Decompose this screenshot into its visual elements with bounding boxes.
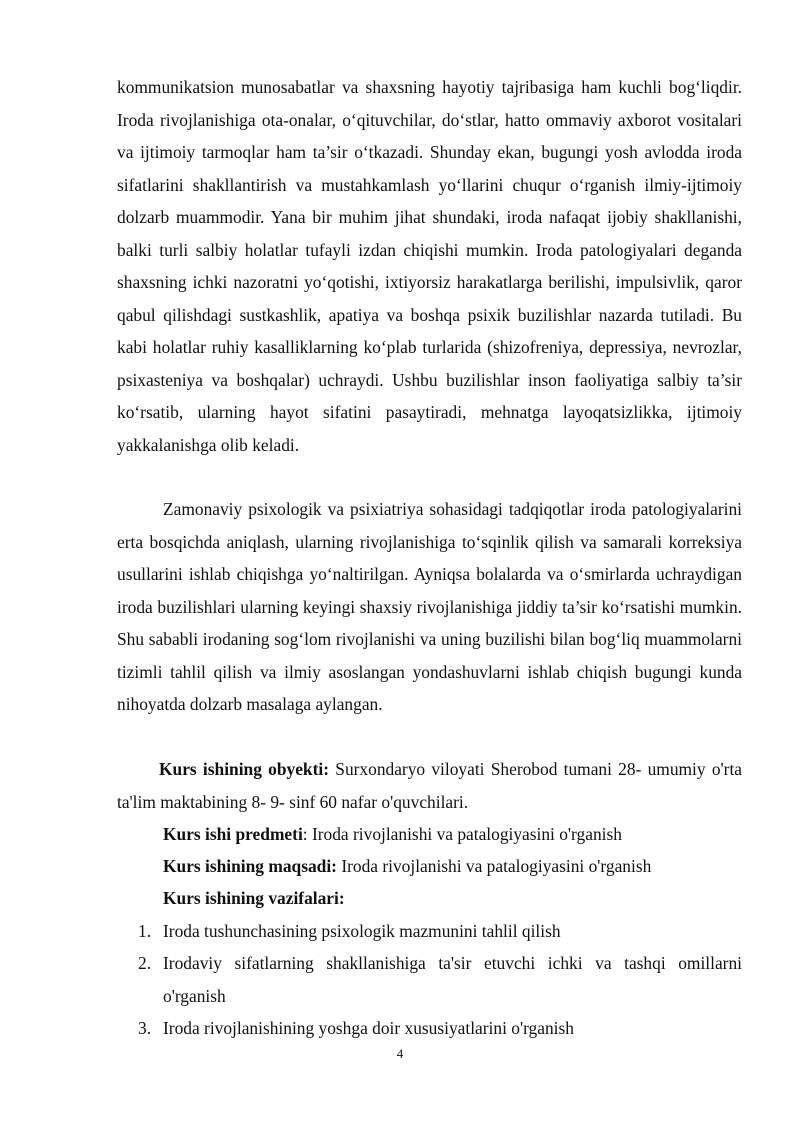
course-goal-value: Iroda rivojlanishi va patalogiyasini o'rganish [336,856,652,876]
course-subject-label: Kurs ishi predmeti [163,824,303,844]
task-number: 3. [138,1018,152,1038]
task-list-item [138,915,742,948]
task-number: 2. [138,953,152,973]
course-goal-label: Kurs ishining maqsadi: [163,856,337,876]
task-number: 1. [138,921,152,941]
course-subject [163,818,622,851]
course-goal [163,850,651,883]
task-list-item [138,1012,742,1045]
course-object [117,753,742,818]
course-subject-value: : Iroda rivojlanishi va patalogiyasini o'rganish [302,824,622,844]
course-object-value: Surxondaryo viloyati Sherobod tumani 28- umumiy o'rta ta'lim maktabining 8- 9- sinf 60 nafar o'quvchilari. [117,759,743,812]
task-text: Iroda rivojlanishining yoshga doir xususiyatlarini o'rganish [163,1018,574,1038]
body-paragraph-1: kommunikatsion munosabatlar va shaxsning hayotiy tajribasiga ham kuchli bog‘liqdir. Iroda rivojlanishiga ota-onalar, o‘qituvchilar, do‘stlar, hatto ommaviy axborot vositalari va ijtimoiy tarmoqlar ham ta’sir o‘tkazadi. Shunday ekan, bugungi yosh avlodda iroda sifatlarini shakllantirish va mustahkamlash yo‘llarini chuqur o‘rganish ilmiy-ijtimoiy dolzarb muammodir. Yana bir muhim jihat shundaki, iroda nafaqat ijobiy shakllanishi, balki turli salbiy holatlar tufayli izdan chiqishi mumkin. Iroda patologiyalari deganda shaxsning ichki nazoratni yo‘qotishi, ixtiyorsiz harakatlarga berilishi, impulsivlik, qaror qabul qilishdagi sustkashlik, apatiya va boshqa psixik buzilishlar nazarda tutiladi. Bu kabi holatlar ruhiy kasalliklarning ko‘plab turlarida (shizofreniya, depressiya, nevrozlar, psixasteniya va boshqalar) uchraydi. Ushbu buzilishlar inson faoliyatiga salbiy ta’sir ko‘rsatib, ularning hayot sifatini pasaytiradi, mehnatga layoqatsizlikka, ijtimoiy yakkalanishga olib keladi. [117,77,742,455]
course-object-label: Kurs ishining obyekti: [159,759,330,779]
body-paragraph-2: Zamonaviy psixologik va psixiatriya sohasidagi tadqiqotlar iroda patologiyalarini erta bosqichda aniqlash, ularning rivojlanishiga to‘sqinlik qilish va samarali korreksiya usullarini ishlab chiqishga yo‘naltirilgan. Ayniqsa bolalarda va o‘smirlarda uchraydigan iroda buzilishlari ularning keyingi shaxsiy rivojlanishiga jiddiy ta’sir ko‘rsatishi mumkin. Shu sababli irodaning sog‘lom rivojlanishi va uning buzilishi bilan bog‘liq muammolarni tizimli tahlil qilish va ilmiy asoslangan yondashuvlarni ishlab chiqish bugungi kunda nihoyatda dolzarb masalaga aylangan. [117,499,742,714]
task-list-item [138,947,742,1012]
task-text: Irodaviy sifatlarning shakllanishiga ta'sir etuvchi ichki va tashqi omillarni o'rganish [163,953,742,1006]
course-tasks-heading: Kurs ishining vazifalari: [163,888,345,908]
task-text: Iroda tushunchasining psixologik mazmunini tahlil qilish [163,921,561,941]
page-number: 4 [396,1046,404,1061]
